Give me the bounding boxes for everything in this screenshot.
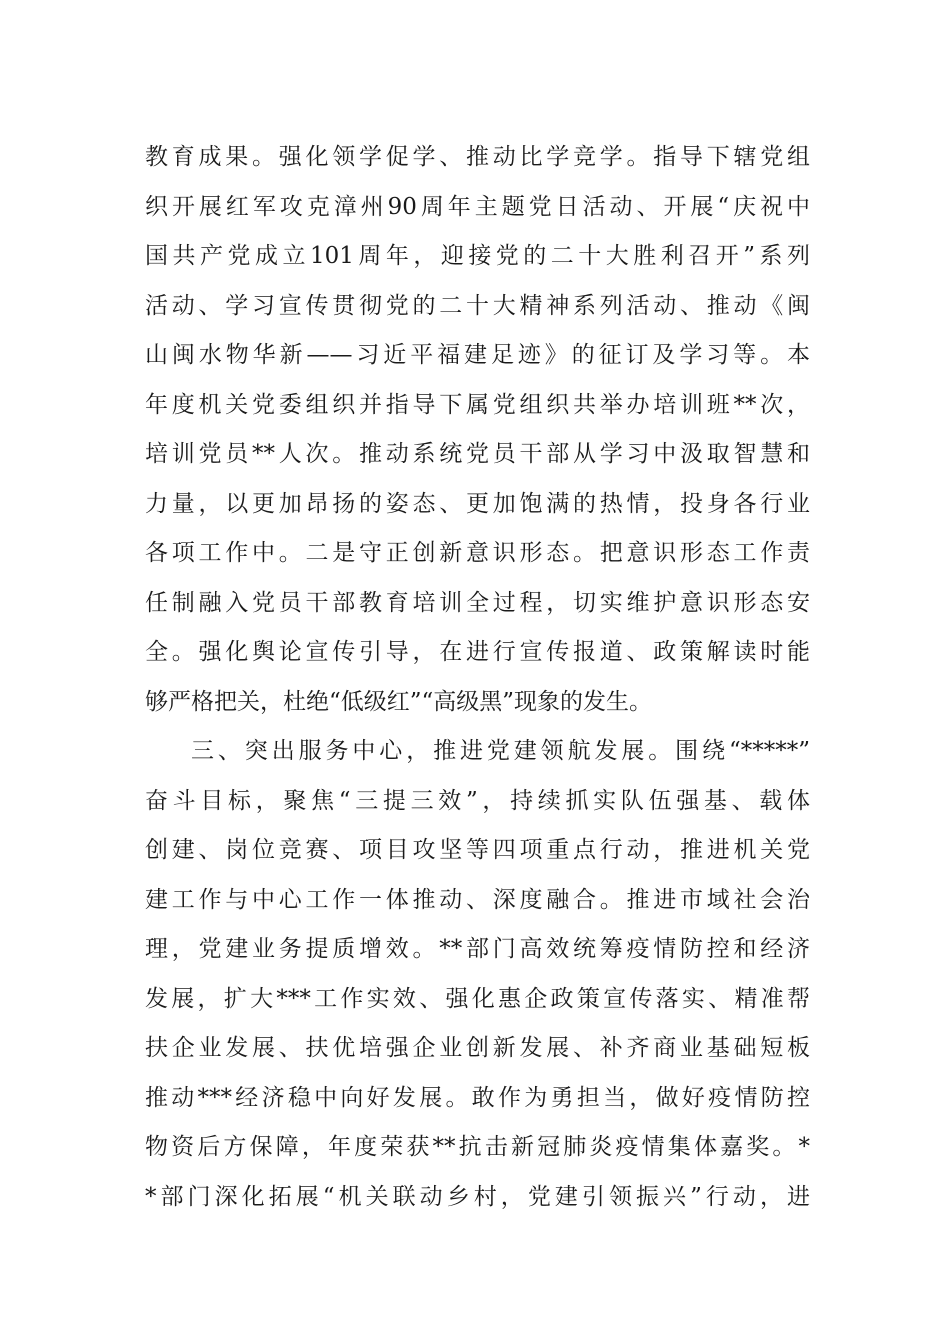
text-line: 任制融入党员干部教育培训全过程，切实维护意识形态安: [145, 589, 810, 616]
text-line: 年度机关党委组织并指导下属党组织共举办培训班**次，: [145, 391, 810, 418]
text-line: 三、突出服务中心，推进党建领航发展。围绕“*****”: [191, 738, 810, 764]
text-line: 创建、岗位竞赛、项目攻坚等四项重点行动，推进机关党: [145, 837, 810, 863]
text-line: 教育成果。强化领学促学、推动比学竞学。指导下辖党组: [145, 144, 810, 170]
text-line: 全。强化舆论宣传引导，在进行宣传报道、政策解读时能: [145, 639, 810, 665]
text-line: 物资后方保障，年度荣获**抗击新冠肺炎疫情集体嘉奖。*: [145, 1134, 810, 1160]
text-line: 山闽水物华新——习近平福建足迹》的征订及学习等。本: [145, 342, 810, 368]
paragraph-2: [145, 727, 810, 1222]
text-line: 理，党建业务提质增效。**部门高效统筹疫情防控和经济: [145, 936, 810, 962]
text-line: 奋斗目标，聚焦“三提三效”，持续抓实队伍强基、载体: [145, 787, 810, 814]
text-line: 扶企业发展、扶优培强企业创新发展、补齐商业基础短板: [145, 1035, 810, 1061]
text-line: 各项工作中。二是守正创新意识形态。把意识形态工作责: [145, 540, 810, 566]
text-line: 织开展红军攻克漳州90周年主题党日活动、开展“庆祝中: [145, 193, 810, 220]
text-line: 建工作与中心工作一体推动、深度融合。推进市域社会治: [145, 886, 810, 913]
text-line: 够严格把关，杜绝“低级红”“高级黑”现象的发生。: [145, 688, 653, 715]
text-line: *部门深化拓展“机关联动乡村，党建引领振兴”行动，进: [145, 1183, 810, 1210]
text-line: 国共产党成立101周年，迎接党的二十大胜利召开”系列: [145, 243, 810, 269]
text-line: 推动***经济稳中向好发展。敢作为勇担当，做好疫情防控: [145, 1084, 810, 1111]
document-body: [145, 133, 810, 1222]
paragraph-1: [145, 133, 810, 727]
text-line: 发展，扩大***工作实效、强化惠企政策宣传落实、精准帮: [145, 985, 810, 1012]
text-line: 活动、学习宣传贯彻党的二十大精神系列活动、推动《闽: [145, 292, 810, 319]
text-line: 培训党员**人次。推动系统党员干部从学习中汲取智慧和: [145, 441, 810, 467]
text-line: 力量，以更加昂扬的姿态、更加饱满的热情，投身各行业: [145, 490, 810, 517]
